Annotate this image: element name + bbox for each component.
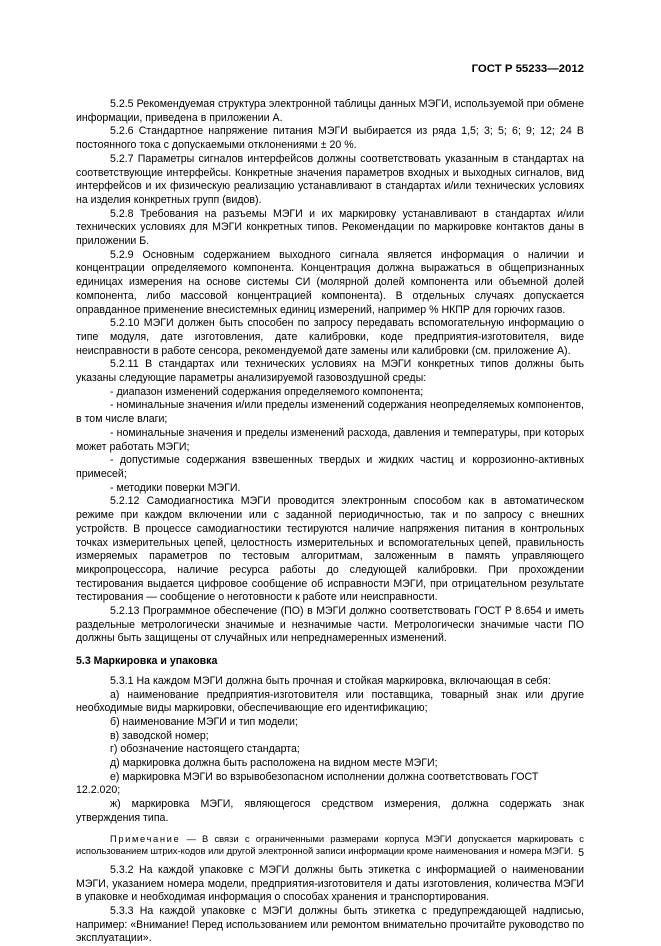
clause-5-2-8: 5.2.8 Требования на разъемы МЭГИ и их маркировку устанавливают в стандартах и/или технических условиях для МЭГИ конкретных типов. Рекомендации по маркировке контактов даны в приложении Б. xyxy=(76,207,584,248)
list-item: ж) маркировка МЭГИ, являющегося средством измерения, должна содержать знак утверждения типа. xyxy=(76,798,584,824)
list-item: г) обозначение настоящего стандарта; xyxy=(110,743,300,756)
list-item: а) наименование предприятия-изготовителя или поставщика, товарный знак или другие необходимые виды маркировки, обеспечивающие его идентификацию; xyxy=(76,688,584,715)
clause-5-2-13: 5.2.13 Программное обеспечение (ПО) в МЭГИ должно соответствовать ГОСТ Р 8.654 и иметь раздельные метрологически значимые и незначимые части. Метрологически значимые части ПО должны быть защищены от случайных или непреднамеренных изменений. xyxy=(76,605,584,645)
list-item: - диапазон изменений содержания определяемого компонента; xyxy=(110,385,424,398)
list-item: б) наименование МЭГИ и тип модели; xyxy=(110,715,298,728)
clause-5-2-7: 5.2.7 Параметры сигналов интерфейсов должны соответствовать указанным в стандартах на соответствующие интерфейсы. Конкретные значения параметров входных и выходных сигналов, вид интерфейсов и их физическую реализацию устанавливают в стандартах и/или технических условиях на изделия конкретных групп (видов). xyxy=(76,152,584,206)
clause-5-2-5: 5.2.5 Рекомендуемая структура электронной таблицы данных МЭГИ, используемой при обмене информации, приведена в приложении А. xyxy=(76,98,584,124)
clause-5-2-10: 5.2.10 МЭГИ должен быть способен по запросу передавать вспомогательную информацию о типе модуля, дате изготовления, дате калибровки, коде предприятия-изготовителя, виде неисправности в работе сенсора, рекомендуемой дате замены или калибровки (см. приложение А). xyxy=(76,317,584,357)
clause-5-3-3: 5.3.3 На каждой упаковке с МЭГИ должны быть этикетка с предупреждающей надписью, например: «Внимание! Перед использованием или ремонтом внимательно прочитайте руководство по эксплуатации». xyxy=(76,905,584,945)
list-item: - методики поверки МЭГИ. xyxy=(110,481,241,494)
list-item: в) заводской номер; xyxy=(110,729,209,742)
list-item: - номинальные значения и/или пределы изменений содержания неопределяемых компонентов, в том числе влаги; xyxy=(76,399,584,426)
note xyxy=(76,833,584,857)
clause-5-2-12: 5.2.12 Самодиагностика МЭГИ проводится электронным способом как в автоматическом режиме при каждом включении или с заданной периодичностью, так и по запросу с внешних устройств. В процессе самодиагностики тестируются наличие напряжения питания в контрольных точках измерительных цепей, целостность измерительных и вспомогательных цепей, правильность измеряемых параметров по тестовым алгоритмам, заложенным в память управляющего микропроцессора, наличие ресурса работы до следующей калибровки. При прохождении тестирования выдается цифровое сообщение об исправности МЭГИ, при отрицательном результате тестирования — сообщение о неготовности к работе или неисправности. xyxy=(76,495,584,604)
section-heading: 5.3 Маркировка и упаковка xyxy=(76,655,218,668)
clause-5-2-9: 5.2.9 Основным содержанием выходного сигнала является информация о наличии и концентрации определяемого компонента. Концентрация должна выражаться в общепризнанных единицах измерения на основе системы СИ (молярной долей компонента или объемной долей компонента, либо массовой концентрацией компонента). В отдельных случаях допускается оправданное применение внесистемных единиц измерений, например % НКПР для горючих газов. xyxy=(76,248,584,316)
clause-5-2-6: 5.2.6 Стандартное напряжение питания МЭГИ выбирается из ряда 1,5; 3; 5; 6; 9; 12; 24 В постоянного тока с допускаемыми отклонениями ± 20 %. xyxy=(76,125,584,152)
clause-5-3-1: 5.3.1 На каждом МЭГИ должна быть прочная и стойкая маркировка, включающая в себя: xyxy=(110,674,551,687)
list-item: - номинальные значения и пределы изменений расхода, давления и температуры, при которых может работать МЭГИ; xyxy=(76,426,584,453)
note-label: Примечание xyxy=(110,832,181,844)
list-item: д) маркировка должна быть расположена на видном месте МЭГИ; xyxy=(110,757,438,770)
list-item: - допустимые содержания взвешенных твердых и жидких частиц и коррозионно-активных примесей; xyxy=(76,454,584,480)
note-text: — В связи с ограниченными размерами корпуса МЭГИ допускается маркировать с использованием штрих-кодов или другой электронной записи информации кроме наименования и номера МЭГИ. xyxy=(76,832,584,856)
list-item: е) маркировка МЭГИ во взрывобезопасном исполнении должна соответствовать ГОСТ 12.2.020; xyxy=(76,770,539,797)
clause-5-2-11: 5.2.11 В стандартах или технических условиях на МЭГИ конкретных типов должны быть указаны следующие параметры анализируемой газовоздушной среды: xyxy=(76,358,584,385)
page-number: 5 xyxy=(578,847,584,859)
document-id-header: ГОСТ Р 55233—2012 xyxy=(471,63,584,75)
clause-5-3-2: 5.3.2 На каждой упаковке с МЭГИ должны быть этикетка с информацией о наименовании МЭГИ, указанием номера модели, предприятия-изготовителя и даты изготовления, количества МЭГИ в упаковке и необходимая информация о способах хранения и транспортирования. xyxy=(76,863,584,904)
